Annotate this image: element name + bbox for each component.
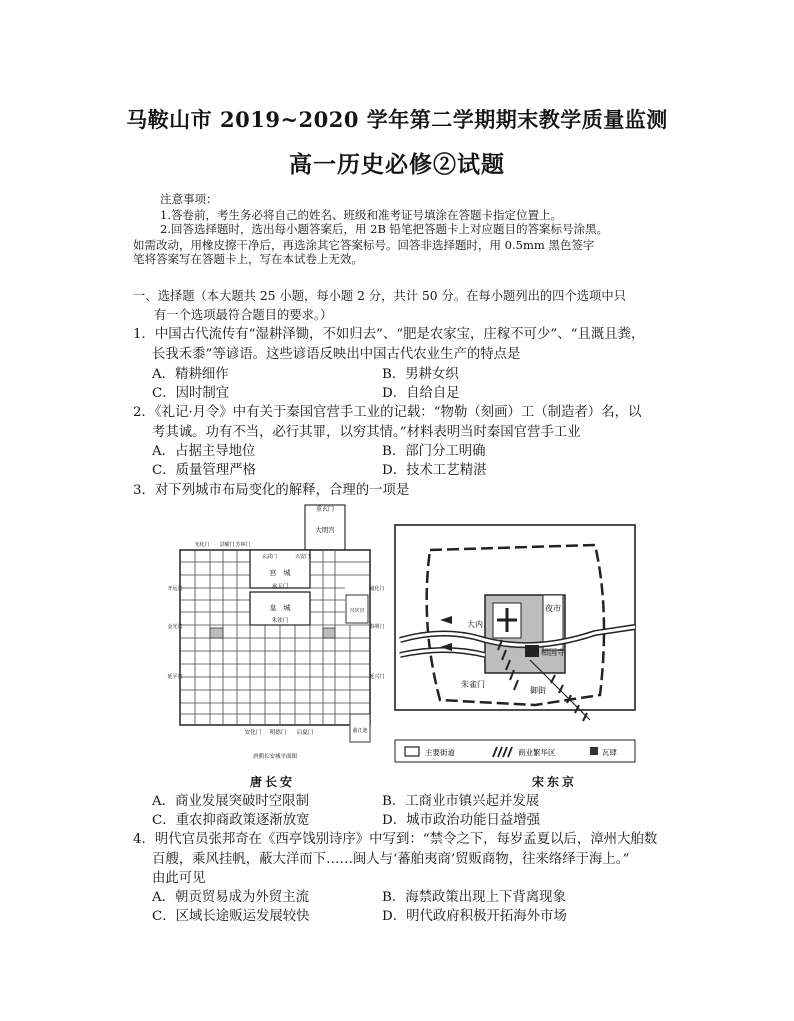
guanghua-gate-label: 光化门	[194, 542, 210, 548]
notice-line: 1.答卷前，考生务必将自己的姓名、班级和准考证号填涂在答题卡指定位置上。	[160, 208, 562, 222]
temple-icon	[525, 645, 539, 657]
xiangguo-label: 相国寺	[541, 648, 565, 657]
xuanwu-gate-label: 玄武门	[262, 554, 278, 560]
yanxing-gate-label: 延兴门	[369, 674, 385, 680]
option-d: D．城市政治功能日益增强	[382, 813, 541, 828]
daming-label: 大明宫	[315, 526, 335, 534]
option-b: B．部门分工明确	[382, 444, 486, 459]
question-stem: 2．《礼记·月令》中有关于秦国官营手工业的记载：“物勒（刻画）工（制造者）名，以	[133, 405, 642, 420]
gongcheng-label: 宫 城	[269, 569, 291, 577]
exam-subtitle: 高一历史必修②试题	[289, 151, 505, 178]
notice-line: 2.回答选择题时，选出每小题答案后，用 2B 铅笔把答题卡上对应题目的答案标号涂黑。	[160, 222, 609, 236]
option-d: D．明代政府积极开拓海外市场	[382, 909, 567, 924]
option-a: A．商业发展突破时空限制	[152, 794, 309, 809]
exam-title: 马鞍山市 2019~2020 学年第二学期期末教学质量监测	[126, 107, 668, 132]
anhua-gate-label: 安化门	[244, 730, 262, 736]
option-c: C．质量管理严格	[152, 463, 256, 478]
mingde-gate-label: 明德门	[269, 730, 287, 736]
question-stem: 考其诚。功有不当，必行其罪，以穷其情。”材料表明当时秦国官营手工业	[152, 425, 581, 440]
notice-line: 如需改动，用橡皮擦干净后，再选涂其它答案标号。回答非选择题时，用 0.5mm 黑色签字	[133, 238, 595, 252]
section-heading: 一、选择题（本大题共 25 小题，每小题 2 分，共计 50 分。在每小题列出的四个选项中只	[133, 289, 626, 303]
zhuque-gate-label: 朱雀门	[271, 618, 289, 624]
qujiang-label: 曲江池	[352, 728, 368, 734]
legend-street-label: 主要街道	[425, 748, 455, 757]
yeshi-label-1: 夜市	[545, 604, 561, 613]
fanglin-gate-label: 芳林门	[235, 542, 251, 548]
legend-street-swatch	[405, 747, 419, 756]
option-d: D．技术工艺精湛	[382, 463, 487, 478]
question-stem: 百艘，乘风挂帆，蔽大洋而下……闽人与‘蕃舶夷商’贸贩商物，往来络绎于海上。”	[152, 852, 630, 867]
kaifeng-map	[385, 515, 645, 765]
option-b: B．男耕女织	[382, 367, 459, 382]
option-b: B．工商业市镇兴起并发展	[382, 794, 540, 809]
yanping-gate-label: 延平门	[167, 674, 183, 680]
jingyao-gate-label: 景曜门	[219, 542, 235, 548]
notice-heading: 注意事项：	[160, 192, 218, 206]
option-c: C．因时制宜	[152, 386, 230, 401]
chengtian-gate-label: 承天门	[271, 584, 289, 590]
question-stem: 4．明代官员张邦奇在《西亭饯别诗序》中写到：“禁令之下，每岁孟夏以后，漳州大舶数	[133, 832, 658, 847]
option-a: A．朝贡贸易成为外贸主流	[152, 890, 309, 905]
west-market	[210, 628, 223, 638]
option-c: C．重农抑商政策逐渐放宽	[152, 813, 310, 828]
option-a: A．占据主导地位	[152, 444, 256, 459]
xingan-gate-label: 兴安门	[295, 554, 311, 560]
zhuque-gate-label: 朱雀门	[461, 680, 485, 689]
section-heading: 有一个选项最符合题目的要求。）	[154, 308, 333, 322]
yujie-label: 御街	[530, 686, 546, 695]
legend-wasi-label: 瓦肆	[602, 748, 617, 757]
changan-caption: 唐长安	[250, 775, 296, 789]
question-stem: 1．中国古代流传有“湿耕泽锄，不如归去”、“肥是农家宝，庄稼不可少”、“且溉且粪，	[133, 327, 645, 342]
question-stem: 3．对下列城市布局变化的解释，合理的一项是	[133, 483, 410, 498]
east-market	[323, 628, 335, 638]
jinguang-gate-label: 金光门	[167, 624, 183, 630]
kaiyuan-gate-label: 开远门	[167, 586, 183, 592]
option-a: A．精耕细作	[152, 367, 229, 382]
legend-district-label: 商业繁华区	[518, 748, 556, 757]
option-c: C．区域长途贩运发展较快	[152, 909, 310, 924]
changan-subcaption: 唐朝长安城平面图	[252, 754, 298, 760]
chunming-gate-label: 春明门	[369, 624, 385, 630]
kaifeng-caption: 宋东京	[532, 775, 578, 789]
option-b: B．海禁政策出现上下背离现象	[382, 890, 566, 905]
option-d: D．自给自足	[382, 386, 460, 401]
qixia-gate-label: 启夏门	[296, 730, 314, 736]
notice-line: 笔将答案写在答题卡上，写在本试卷上无效。	[133, 252, 363, 266]
xinggong-label: 兴庆宫	[349, 608, 365, 614]
tonghua-gate-label: 通化门	[369, 586, 385, 592]
danei-label: 大内	[467, 620, 483, 629]
chongxuan-gate-label: 重玄门	[315, 506, 335, 513]
changan-map	[165, 500, 385, 765]
huangcheng-label: 皇 城	[269, 604, 291, 612]
legend-wasi-swatch	[590, 747, 598, 755]
question-stem: 由此可见	[152, 871, 206, 886]
question-stem: 长我禾黍”等谚语。这些谚语反映出中国古代农业生产的特点是	[152, 347, 521, 362]
